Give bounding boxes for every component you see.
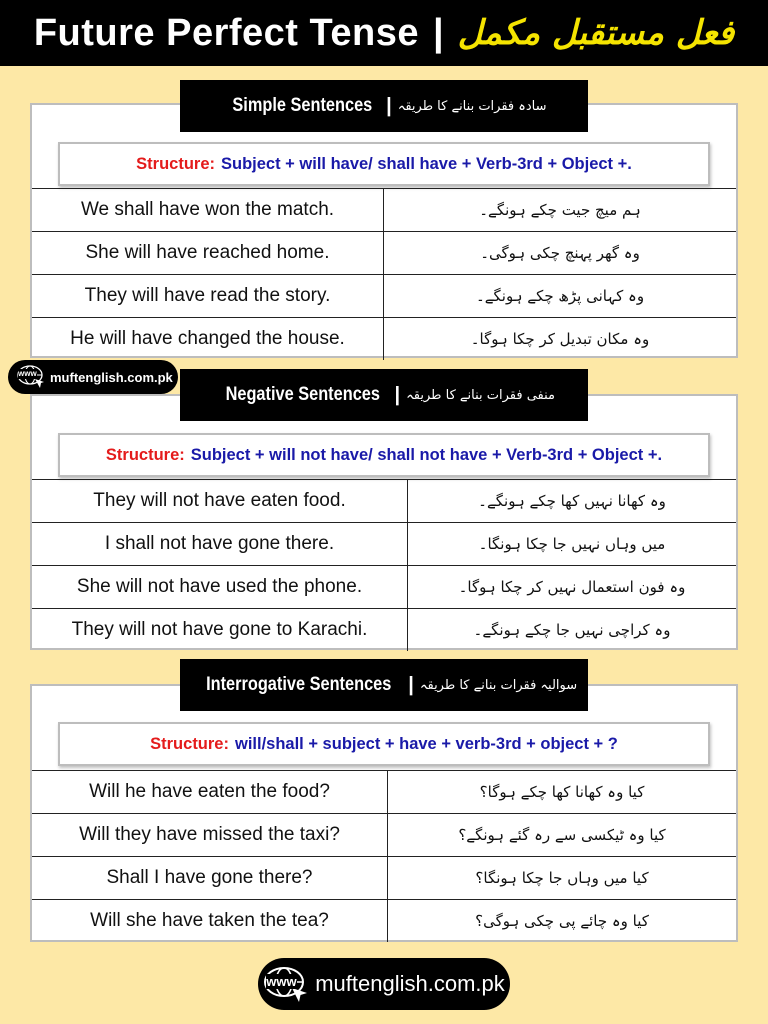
english-sentence: Will she have taken the tea? bbox=[32, 900, 388, 942]
globe-icon bbox=[263, 965, 307, 1003]
structure-box bbox=[58, 722, 710, 766]
title-separator: | bbox=[433, 11, 444, 54]
english-sentence: She will not have used the phone. bbox=[32, 566, 408, 608]
urdu-translation: وہ کراچی نہیں جا چکے ہونگے۔ bbox=[473, 621, 671, 639]
sentence-table bbox=[32, 770, 736, 942]
title-bar bbox=[0, 0, 768, 66]
english-sentence: They will have read the story. bbox=[32, 275, 384, 317]
globe-icon bbox=[16, 364, 44, 390]
structure-formula: Subject + will have/ shall have + Verb-3rd + Object +. bbox=[221, 154, 632, 173]
heading-separator: | bbox=[386, 94, 392, 117]
simple-sentences-heading bbox=[180, 80, 588, 132]
watermark-badge[interactable] bbox=[8, 360, 178, 394]
table-row bbox=[32, 899, 736, 942]
structure-label: Structure: bbox=[105, 445, 185, 464]
table-row bbox=[32, 188, 736, 231]
simple-sentences-section bbox=[30, 103, 738, 358]
table-row bbox=[32, 274, 736, 317]
section-heading-ur: منفی فقرات بنانے کا طریقہ bbox=[406, 387, 555, 403]
section-heading-ur: سوالیہ فقرات بنانے کا طریقہ bbox=[419, 677, 578, 693]
structure-box bbox=[58, 142, 710, 186]
english-sentence: He will have changed the house. bbox=[32, 318, 384, 360]
watermark-url[interactable]: muftenglish.com.pk bbox=[50, 369, 173, 385]
www-label: www bbox=[266, 974, 297, 989]
english-sentence: Will they have missed the taxi? bbox=[32, 814, 388, 856]
urdu-translation: کیا وہ چائے پی چکی ہوگی؟ bbox=[475, 912, 649, 930]
english-sentence: They will not have eaten food. bbox=[32, 480, 408, 522]
structure-box bbox=[58, 433, 710, 477]
page-title: Future Perfect Tense bbox=[33, 11, 420, 54]
footer-badge[interactable] bbox=[258, 958, 510, 1010]
table-row bbox=[32, 565, 736, 608]
structure-formula: Subject + will not have/ shall not have + Verb-3rd + Object +. bbox=[190, 445, 663, 464]
interrogative-sentences-heading bbox=[180, 659, 588, 711]
structure-label: Structure: bbox=[136, 154, 215, 173]
table-row bbox=[32, 770, 736, 813]
english-sentence: They will not have gone to Karachi. bbox=[32, 609, 408, 651]
urdu-translation: کیا میں وہاں جا چکا ہونگا؟ bbox=[475, 869, 649, 887]
sentence-table bbox=[32, 479, 736, 651]
urdu-translation: وہ کہانی پڑھ چکے ہونگے۔ bbox=[475, 287, 645, 305]
interrogative-sentences-section bbox=[30, 684, 738, 942]
english-sentence: Will he have eaten the food? bbox=[32, 771, 388, 813]
urdu-translation: کیا وہ کھانا کھا چکے ہوگا؟ bbox=[479, 783, 645, 801]
heading-separator: | bbox=[394, 383, 401, 406]
table-row bbox=[32, 479, 736, 522]
table-row bbox=[32, 608, 736, 651]
footer-url[interactable]: muftenglish.com.pk bbox=[315, 971, 505, 996]
section-heading-en: Interrogative Sentences bbox=[205, 674, 392, 695]
urdu-translation: میں وہاں نہیں جا چکا ہونگا۔ bbox=[478, 535, 666, 553]
table-row bbox=[32, 231, 736, 274]
heading-separator: | bbox=[408, 673, 414, 696]
table-row bbox=[32, 813, 736, 856]
negative-sentences-section bbox=[30, 394, 738, 650]
section-heading-en: Simple Sentences bbox=[232, 95, 373, 116]
urdu-translation: وہ فون استعمال نہیں کر چکا ہوگا۔ bbox=[458, 578, 686, 596]
english-sentence: We shall have won the match. bbox=[32, 189, 384, 231]
section-heading-ur: سادہ فقرات بنانے کا طریقہ bbox=[397, 98, 547, 114]
structure-label: Structure: bbox=[150, 734, 229, 753]
structure-formula: will/shall + subject + have + verb-3rd + object + ? bbox=[234, 734, 618, 753]
sentence-table bbox=[32, 188, 736, 360]
negative-sentences-heading bbox=[180, 369, 588, 421]
urdu-translation: ہم میچ جیت چکے ہونگے۔ bbox=[479, 201, 641, 219]
urdu-translation: وہ مکان تبدیل کر چکا ہوگا۔ bbox=[470, 330, 650, 348]
urdu-translation: وہ گھر پہنچ چکی ہوگی۔ bbox=[480, 244, 640, 262]
english-sentence: I shall not have gone there. bbox=[32, 523, 408, 565]
table-row bbox=[32, 856, 736, 899]
section-heading-en: Negative Sentences bbox=[225, 384, 380, 405]
www-label: www bbox=[18, 369, 37, 378]
urdu-translation: وہ کھانا نہیں کھا چکے ہونگے۔ bbox=[478, 492, 666, 510]
page-title-urdu: فعل مستقبل مکمل bbox=[457, 13, 735, 53]
english-sentence: She will have reached home. bbox=[32, 232, 384, 274]
urdu-translation: کیا وہ ٹیکسی سے رہ گئے ہونگے؟ bbox=[458, 826, 666, 844]
table-row bbox=[32, 317, 736, 360]
english-sentence: Shall I have gone there? bbox=[32, 857, 388, 899]
table-row bbox=[32, 522, 736, 565]
